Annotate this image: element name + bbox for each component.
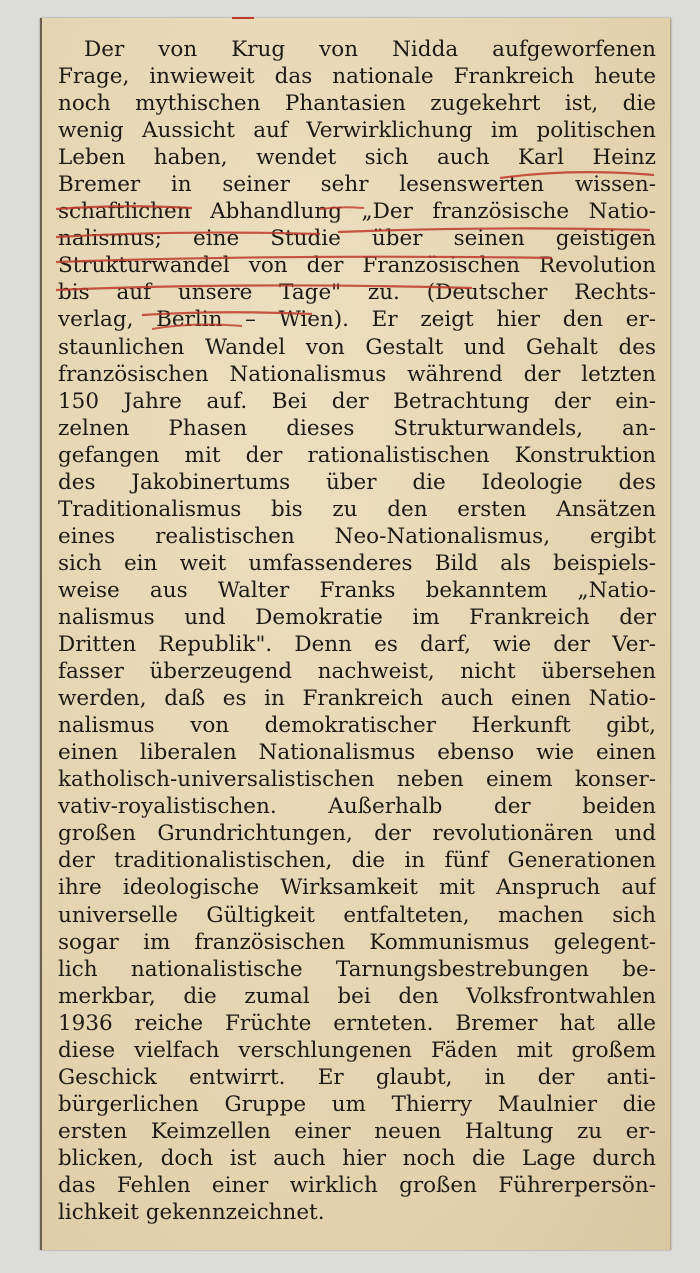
article-line: lichkeit gekennzeichnet. — [58, 1200, 325, 1226]
article-line: Traditionalismus bis zu den ersten Ansätzen — [58, 496, 656, 522]
article-line: vativ-royalistischen. Außerhalb der beiden — [58, 794, 656, 820]
article-line: 1936 reiche Früchte ernteten. Bremer hat alle — [58, 1010, 656, 1036]
article-line: das Fehlen einer wirklich großen Führerpersön- — [58, 1172, 656, 1198]
article-line: universelle Gültigkeit entfalteten, machen sich — [58, 902, 656, 928]
article-line: merkbar, die zumal bei den Volksfrontwahlen — [58, 983, 656, 1009]
article-line: Bremer in seiner sehr lesenswerten wissen- — [58, 172, 656, 198]
article-line: bis auf unsere Tage" zu. (Deutscher Rechts- — [58, 280, 656, 306]
article-line: französischen Nationalismus während der letzten — [58, 361, 656, 387]
article-line: blicken, doch ist auch hier noch die Lage durch — [58, 1145, 656, 1171]
article-line: Der von Krug von Nidda aufgeworfenen — [84, 37, 656, 62]
article-line: katholisch-universalistischen neben einem konser- — [58, 767, 656, 793]
article-line: staunlichen Wandel von Gestalt und Gehalt des — [58, 334, 656, 360]
article-line: weise aus Walter Franks bekanntem „Natio- — [58, 577, 656, 603]
article-line: werden, daß es in Frankreich auch einen Natio- — [58, 686, 656, 712]
article-line: Frage, inwieweit das nationale Frankreich heute — [58, 64, 656, 90]
article-line: der traditionalistischen, die in fünf Generationen — [58, 848, 656, 874]
article-line: Leben haben, wendet sich auch Karl Heinz — [58, 145, 656, 171]
article-line: ersten Keimzellen einer neuen Haltung zu er- — [58, 1118, 656, 1144]
red-pencil-mark-top — [232, 17, 254, 19]
article-line: fasser überzeugend nachweist, nicht übersehen — [58, 659, 656, 685]
article-line: bürgerlichen Gruppe um Thierry Maulnier die — [58, 1091, 656, 1117]
article-line: nalismus von demokratischer Herkunft gibt, — [58, 713, 656, 739]
article-line: nalismus; eine Studie über seinen geistigen — [58, 226, 656, 252]
article-line: 150 Jahre auf. Bei der Betrachtung der ein- — [58, 388, 656, 414]
article-line: gefangen mit der rationalistischen Konstruktion — [58, 442, 656, 468]
article-line: Dritten Republik". Denn es darf, wie der Ver- — [58, 632, 656, 658]
article-line: wenig Aussicht auf Verwirklichung im politischen — [58, 118, 656, 144]
article-line: lich nationalistische Tarnungsbestrebungen be- — [58, 956, 656, 982]
article-line: großen Grundrichtungen, der revolutionären und — [58, 821, 656, 847]
article-line: noch mythischen Phantasien zugekehrt ist, die — [58, 91, 656, 117]
article-line: sich ein weit umfassenderes Bild als beispiels- — [58, 550, 656, 576]
article-line: diese vielfach verschlungenen Fäden mit großem — [58, 1037, 656, 1063]
article-line: einen liberalen Nationalismus ebenso wie einen — [58, 740, 656, 766]
newspaper-clipping — [40, 18, 671, 1250]
article-line: Strukturwandel von der Französischen Revolution — [58, 253, 656, 279]
article-line: verlag, Berlin – Wien). Er zeigt hier den er- — [58, 307, 656, 333]
article-line: sogar im französischen Kommunismus gelegent- — [58, 929, 656, 955]
article-line: ihre ideologische Wirksamkeit mit Anspruch auf — [58, 875, 656, 901]
article-line: eines realistischen Neo-Nationalismus, ergibt — [58, 523, 656, 549]
article-line: Geschick entwirrt. Er glaubt, in der anti- — [58, 1064, 656, 1090]
article-line: zelnen Phasen dieses Strukturwandels, an- — [58, 415, 656, 441]
article-line: des Jakobinertums über die Ideologie des — [58, 469, 656, 495]
article-body — [58, 36, 656, 1226]
article-line: schaftlichen Abhandlung „Der französische Natio- — [58, 199, 656, 225]
article-line: nalismus und Demokratie im Frankreich der — [58, 604, 656, 630]
